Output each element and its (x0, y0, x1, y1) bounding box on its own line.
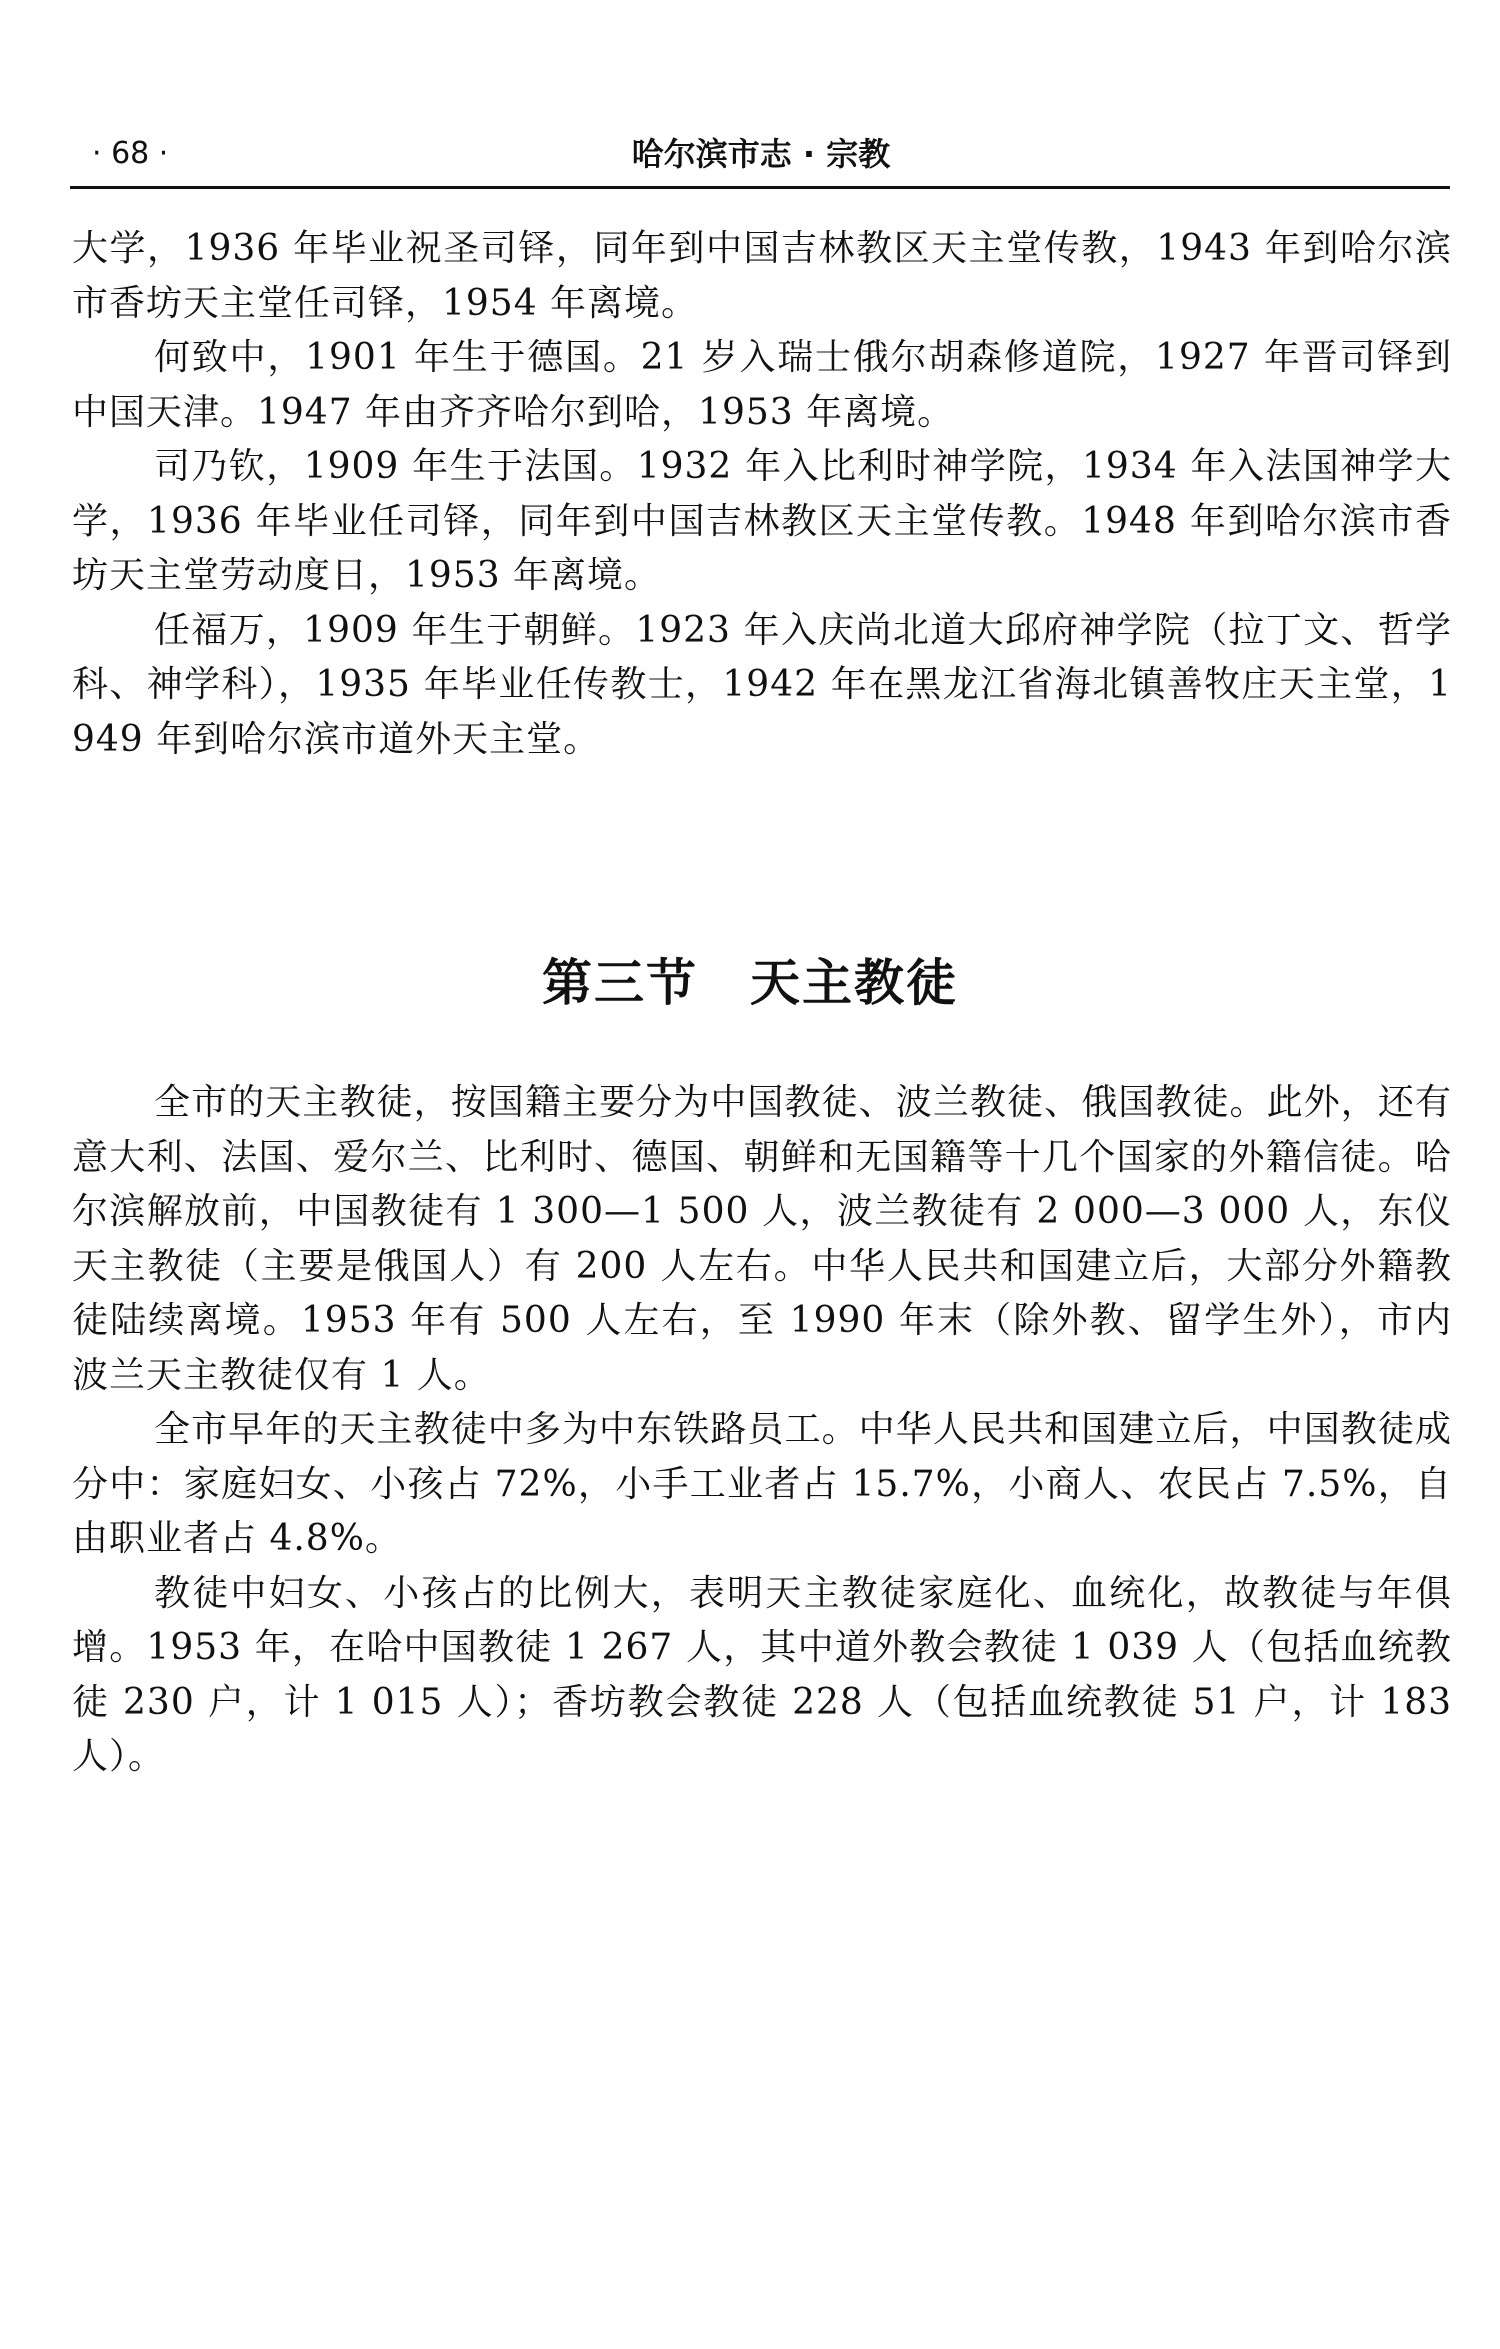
paragraph-ren-fuwan: 任福万，1909 年生于朝鲜。1923 年入庆尚北道大邱府神学院（拉丁文、哲学科、神学科），1935 年毕业任传教士，1942 年在黑龙江省海北镇善牧庄天主堂，1949 年到哈尔滨市道外天主堂。 (72, 609, 1452, 760)
section-body (72, 1076, 1452, 1785)
biography-block (72, 222, 1452, 767)
paragraph-si-naiqin: 司乃钦，1909 年生于法国。1932 年入比利时神学院，1934 年入法国神学大学，1936 年毕业任司铎，同年到中国吉林教区天主堂传教。1948 年到哈尔滨市香坊天主堂劳动度日，1953 年离境。 (72, 446, 1452, 596)
paragraph-he-zhizhong: 何致中，1901 年生于德国。21 岁入瑞士俄尔胡森修道院，1927 年晋司铎到中国天津。1947 年由齐齐哈尔到哈，1953 年离境。 (72, 337, 1452, 433)
page-number: · 68 · (92, 136, 169, 171)
section-heading: 第三节 天主教徒 (542, 954, 958, 1012)
page-header (72, 128, 1450, 180)
header-rule (70, 186, 1450, 189)
paragraph-composition: 全市早年的天主教徒中多为中东铁路员工。中华人民共和国建立后，中国教徒成分中：家庭妇女、小孩占 72%，小手工业者占 15.7%，小商人、农民占 7.5%，自由职业者占 4.8%。 (72, 1409, 1452, 1559)
paragraph-nationality: 全市的天主教徒，按国籍主要分为中国教徒、波兰教徒、俄国教徒。此外，还有意大利、法国、爱尔兰、比利时、德国、朝鲜和无国籍等十几个国家的外籍信徒。哈尔滨解放前，中国教徒有 1 300—1 500 人，波兰教徒有 2 000—3 000 人，东仪天主教徒（主要是俄国人）有 200 人左右。中华人民共和国建立后，大部分外籍教徒陆续离境。1953 年有 500 人左右，至 1990 年末（除外教、留学生外），市内波兰天主教徒仅有 1 人。 (72, 1082, 1452, 1396)
running-title: 哈尔滨市志 · 宗教 (631, 135, 891, 173)
paragraph-growth: 教徒中妇女、小孩占的比例大，表明天主教徒家庭化、血统化，故教徒与年俱增。1953 年，在哈中国教徒 1 267 人，其中道外教会教徒 1 039 人（包括血统教徒 230 户，计 1 015 人）；香坊教会教徒 228 人（包括血统教徒 51 户，计 183 人）。 (72, 1572, 1452, 1777)
paragraph-continued: 大学，1936 年毕业祝圣司铎，同年到中国吉林教区天主堂传教，1943 年到哈尔滨市香坊天主堂任司铎，1954 年离境。 (72, 228, 1452, 324)
